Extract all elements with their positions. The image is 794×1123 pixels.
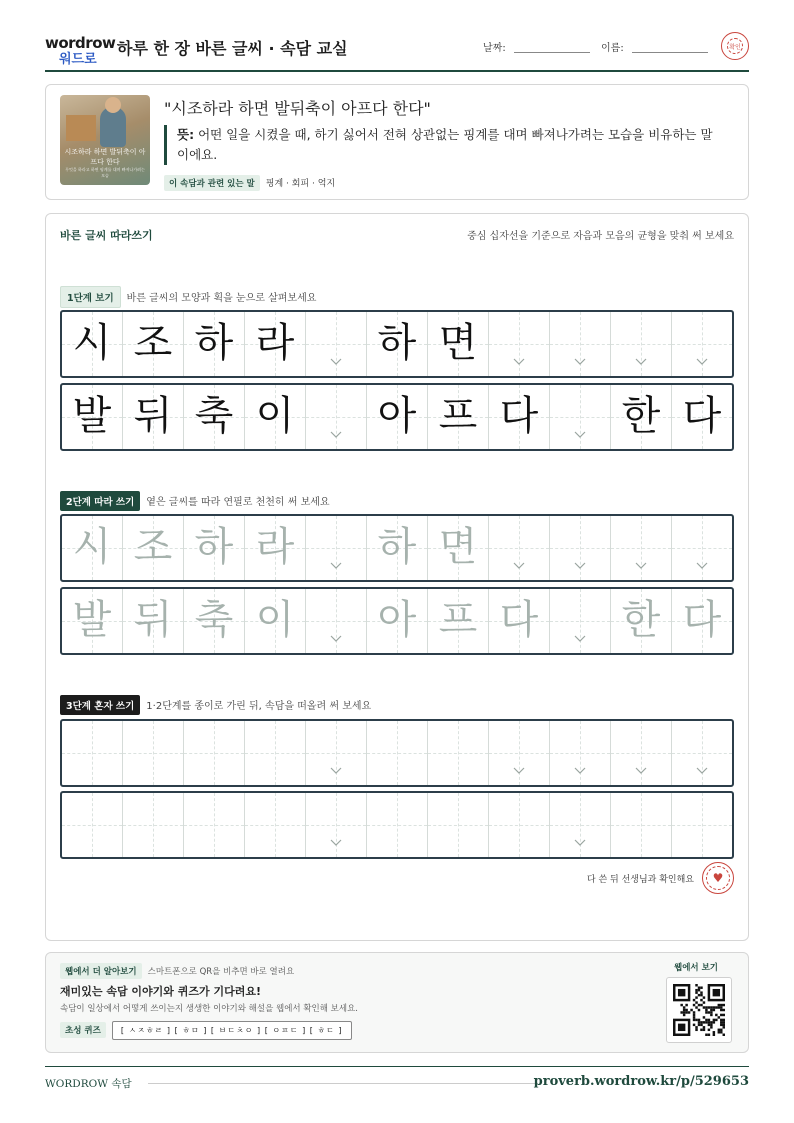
more-headline: 재미있는 속담 이야기와 퀴즈가 기다려요!: [60, 985, 261, 998]
wordrow-logo: [45, 34, 116, 67]
space-marker-icon: [513, 767, 525, 779]
grid-cell[interactable]: [611, 516, 672, 580]
meaning-label: 뜻:: [177, 127, 195, 142]
page-title: 하루 한 장 바른 글씨 · 속담 교실: [117, 39, 348, 58]
grid-cell[interactable]: [428, 589, 489, 653]
grid-cell: [123, 312, 184, 376]
step1-header: [60, 286, 316, 308]
name-field[interactable]: [601, 39, 708, 54]
grid-cell[interactable]: [245, 516, 306, 580]
more-header: [60, 963, 294, 979]
quiz-label: 초성 퀴즈: [60, 1022, 106, 1038]
name-label: 이름:: [601, 43, 624, 54]
grid-cell: [550, 312, 611, 376]
grid-cell: [306, 385, 367, 449]
grid-character: 다: [499, 597, 539, 643]
step3-header: [60, 695, 371, 715]
practice-hint: 중심 십자선을 기준으로 자음과 모음의 균형을 맞춰 써 보세요: [467, 231, 734, 242]
grid-cell: [367, 385, 428, 449]
grid-cell[interactable]: [550, 516, 611, 580]
grid-cell[interactable]: [550, 721, 611, 785]
step1-row-2: [60, 383, 734, 451]
footer-midline: [148, 1083, 536, 1084]
step2-header: [60, 491, 330, 511]
grid-character: 아: [377, 597, 417, 643]
space-marker-icon: [330, 767, 342, 779]
grid-cell[interactable]: [672, 516, 732, 580]
check-text: 다 쓴 뒤 선생님과 확인해요: [586, 874, 694, 885]
related-words: [164, 175, 335, 191]
page-header: [45, 30, 749, 72]
space-marker-icon: [574, 839, 586, 851]
quiz-value: [ ㅅㅈㅎㄹ ] [ ㅎㅁ ] [ ㅂㄷㅊㅇ ] [ ㅇㅍㄷ ] [ ㅎㄷ ]: [112, 1021, 352, 1040]
space-marker-icon: [513, 562, 525, 574]
practice-title: 바른 글씨 따라쓰기: [60, 229, 153, 242]
grid-character: 발: [72, 597, 112, 643]
space-marker-icon: [513, 358, 525, 370]
footer-divider: [45, 1066, 749, 1067]
grid-cell[interactable]: [184, 589, 245, 653]
grid-character: 이: [255, 393, 295, 439]
date-field[interactable]: [483, 39, 590, 54]
space-marker-icon: [330, 839, 342, 851]
grid-character: 면: [438, 320, 478, 366]
grid-cell[interactable]: [184, 793, 245, 857]
grid-cell[interactable]: [306, 516, 367, 580]
chosung-quiz: [60, 1021, 352, 1040]
grid-character: 하: [377, 320, 417, 366]
date-label: 날짜:: [483, 43, 506, 54]
grid-cell[interactable]: [672, 793, 732, 857]
more-badge: 웹에서 더 알아보기: [60, 963, 142, 979]
grid-character: 발: [72, 393, 112, 439]
grid-cell[interactable]: [611, 793, 672, 857]
grid-cell[interactable]: [245, 793, 306, 857]
grid-character: 조: [133, 320, 173, 366]
qr-label: 웹에서 보기: [673, 963, 718, 973]
grid-cell[interactable]: [428, 516, 489, 580]
grid-cell[interactable]: [367, 589, 428, 653]
space-marker-icon: [574, 635, 586, 647]
grid-cell[interactable]: [184, 721, 245, 785]
grid-cell[interactable]: [550, 793, 611, 857]
grid-cell[interactable]: [62, 589, 123, 653]
space-marker-icon: [574, 562, 586, 574]
grid-cell[interactable]: [245, 589, 306, 653]
space-marker-icon: [696, 767, 708, 779]
grid-cell: [306, 312, 367, 376]
grid-character: 프: [438, 393, 478, 439]
grid-character: 프: [438, 597, 478, 643]
step1-text: 바른 글씨의 모양과 획을 눈으로 살펴보세요: [126, 293, 317, 304]
grid-cell[interactable]: [62, 516, 123, 580]
grid-cell[interactable]: [611, 589, 672, 653]
grid-cell: [245, 385, 306, 449]
heart-stamp-icon: ♥: [702, 862, 734, 894]
grid-cell: [672, 312, 732, 376]
logo-top-text: wordrow: [45, 34, 116, 52]
grid-cell: [428, 312, 489, 376]
grid-cell: [245, 312, 306, 376]
grid-cell[interactable]: [367, 721, 428, 785]
grid-character: 축: [194, 597, 234, 643]
grid-cell: [62, 312, 123, 376]
grid-character: 한: [621, 597, 661, 643]
proverb-meaning: [164, 125, 720, 165]
step2-row-2[interactable]: [60, 587, 734, 655]
check-seal-icon: [721, 32, 749, 60]
grid-cell: [611, 312, 672, 376]
space-marker-icon: [696, 562, 708, 574]
grid-cell[interactable]: [428, 793, 489, 857]
step3-row-2[interactable]: [60, 791, 734, 859]
grid-character: 하: [194, 320, 234, 366]
grid-cell[interactable]: [367, 793, 428, 857]
space-marker-icon: [696, 358, 708, 370]
grid-character: 다: [682, 597, 722, 643]
proverb-title: "시조하라 하면 발뒤축이 아프다 한다": [164, 99, 431, 118]
web-more-box: [45, 952, 749, 1053]
grid-cell[interactable]: [306, 793, 367, 857]
step3-row-1[interactable]: [60, 719, 734, 787]
grid-cell: [489, 385, 550, 449]
grid-cell: [428, 385, 489, 449]
footer-url[interactable]: proverb.wordrow.kr/p/529653: [533, 1074, 749, 1089]
grid-character: 라: [255, 524, 295, 570]
step2-badge: 2단계 따라 쓰기: [60, 491, 140, 511]
space-marker-icon: [330, 431, 342, 443]
meaning-text: 어떤 일을 시켰을 때, 하기 싫어서 전혀 상관없는 핑계를 대며 빠져나가려는 모습을 비유하는 말이에요.: [177, 127, 713, 162]
grid-cell: [611, 385, 672, 449]
step3-badge: 3단계 혼자 쓰기: [60, 695, 140, 715]
grid-character: 시: [72, 320, 112, 366]
grid-cell[interactable]: [367, 516, 428, 580]
grid-cell[interactable]: [489, 589, 550, 653]
grid-cell[interactable]: [62, 721, 123, 785]
grid-character: 하: [377, 524, 417, 570]
space-marker-icon: [635, 358, 647, 370]
grid-cell[interactable]: [428, 721, 489, 785]
space-marker-icon: [574, 767, 586, 779]
illustration-subcaption: 무엇을 하라고 하면 핑계를 대며 빠져나가려는 모습: [65, 167, 145, 178]
space-marker-icon: [635, 562, 647, 574]
grid-cell: [123, 385, 184, 449]
footer-brand: WORDROW 속담: [45, 1078, 132, 1090]
illustration-caption: 시조하라 하면 발뒤축이 아프다 한다: [64, 148, 146, 166]
space-marker-icon: [635, 767, 647, 779]
space-marker-icon: [330, 635, 342, 647]
grid-cell[interactable]: [672, 721, 732, 785]
step3-text: 1·2단계를 종이로 가린 뒤, 속담을 떠올려 써 보세요: [146, 701, 372, 712]
grid-character: 이: [255, 597, 295, 643]
logo-bottom-text: 워드로: [59, 52, 97, 67]
grid-character: 다: [682, 393, 722, 439]
grid-character: 뒤: [133, 393, 173, 439]
grid-cell[interactable]: [489, 516, 550, 580]
proverb-illustration: [60, 95, 150, 185]
space-marker-icon: [574, 431, 586, 443]
grid-cell[interactable]: [245, 721, 306, 785]
grid-cell[interactable]: [123, 516, 184, 580]
step1-row-1: [60, 310, 734, 378]
space-marker-icon: [330, 562, 342, 574]
related-list: 핑계 · 회피 · 억지: [265, 179, 336, 189]
grid-cell: [672, 385, 732, 449]
proverb-card: [45, 84, 749, 200]
name-blank[interactable]: [632, 42, 708, 53]
grid-cell[interactable]: [672, 589, 732, 653]
grid-cell[interactable]: [62, 793, 123, 857]
grid-character: 시: [72, 524, 112, 570]
grid-character: 한: [621, 393, 661, 439]
grid-cell[interactable]: [123, 589, 184, 653]
grid-character: 축: [194, 393, 234, 439]
space-marker-icon: [330, 358, 342, 370]
grid-cell: [489, 312, 550, 376]
grid-cell[interactable]: [184, 516, 245, 580]
more-hint: 스마트폰으로 QR을 비추면 바로 열려요: [147, 967, 295, 977]
grid-cell: [62, 385, 123, 449]
grid-character: 라: [255, 320, 295, 366]
space-marker-icon: [574, 358, 586, 370]
grid-cell: [367, 312, 428, 376]
step2-row-1[interactable]: [60, 514, 734, 582]
grid-character: 다: [499, 393, 539, 439]
practice-panel: [45, 213, 749, 941]
grid-character: 뒤: [133, 597, 173, 643]
more-description: 속담이 일상에서 어떻게 쓰이는지 생생한 이야기와 해설을 웹에서 확인해 보세요.: [60, 1004, 358, 1014]
grid-cell: [184, 312, 245, 376]
grid-cell[interactable]: [489, 793, 550, 857]
grid-cell[interactable]: [306, 721, 367, 785]
qr-code-icon[interactable]: [666, 977, 732, 1043]
grid-character: 면: [438, 524, 478, 570]
grid-character: 아: [377, 393, 417, 439]
grid-cell[interactable]: [306, 589, 367, 653]
grid-cell[interactable]: [123, 793, 184, 857]
grid-character: 조: [133, 524, 173, 570]
related-label: 이 속담과 관련 있는 말: [164, 175, 260, 191]
seal-text: 확인: [729, 43, 741, 51]
date-blank[interactable]: [514, 42, 590, 53]
grid-cell[interactable]: [550, 589, 611, 653]
grid-cell[interactable]: [489, 721, 550, 785]
grid-cell[interactable]: [611, 721, 672, 785]
grid-cell: [550, 385, 611, 449]
step1-badge: 1단계 보기: [60, 286, 121, 308]
grid-character: 하: [194, 524, 234, 570]
teacher-check: [587, 862, 734, 894]
grid-cell: [184, 385, 245, 449]
grid-cell[interactable]: [123, 721, 184, 785]
step2-text: 옅은 글씨를 따라 연필로 천천히 써 보세요: [146, 497, 330, 508]
